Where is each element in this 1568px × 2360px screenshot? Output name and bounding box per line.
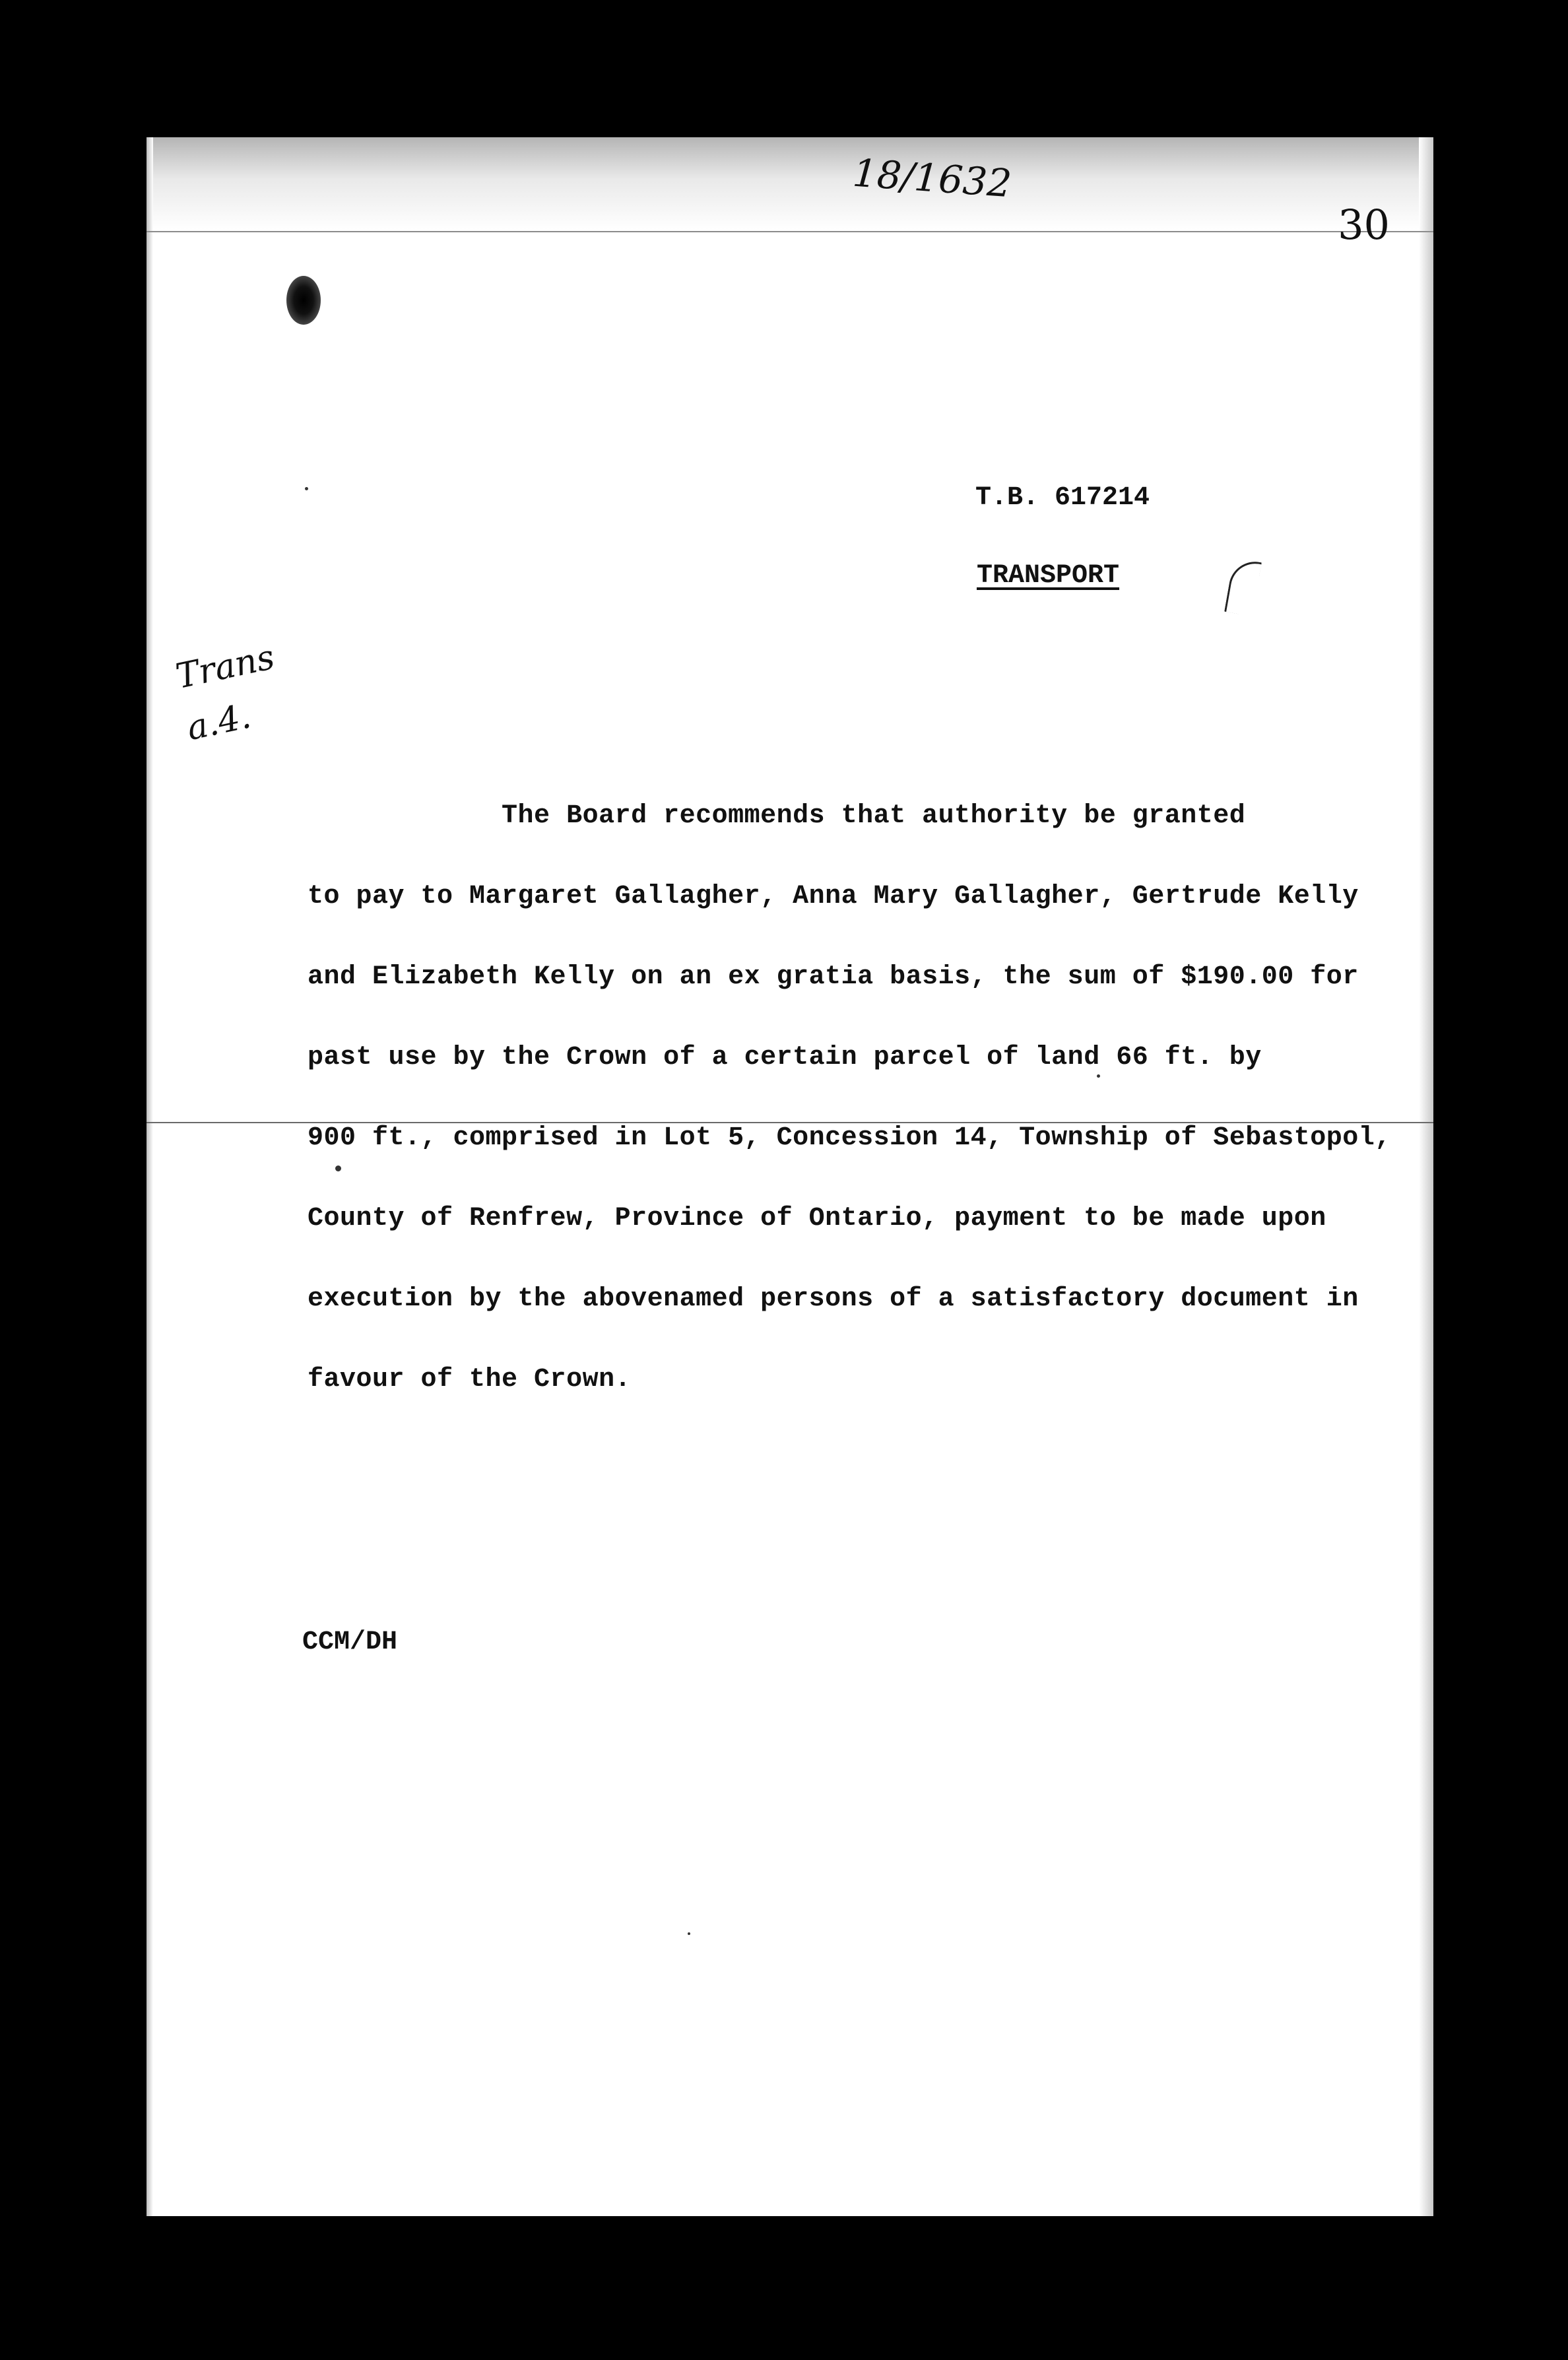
file-reference: 18/1632	[851, 150, 1014, 207]
body-line-3: and Elizabeth Kelly on an ex gratia basis, the sum of $190.00 for	[308, 962, 1359, 992]
punch-hole-icon	[286, 276, 321, 325]
document-heading: TRANSPORT	[977, 561, 1120, 591]
body-line-7: execution by the abovenamed persons of a satisfactory document in	[308, 1284, 1359, 1314]
body-line-8: favour of the Crown.	[308, 1365, 632, 1394]
body-line-4: past use by the Crown of a certain parcel of land 66 ft. by	[308, 1043, 1262, 1072]
body-line-6: County of Renfrew, Province of Ontario, payment to be made upon	[308, 1204, 1326, 1233]
ink-speck	[305, 487, 308, 490]
page-right-edge	[1419, 137, 1433, 2216]
margin-note-line-2: a.4.	[183, 696, 255, 749]
top-crease	[147, 231, 1433, 232]
typist-initials: CCM/DH	[302, 1627, 398, 1657]
body-line-5: 900 ft., comprised in Lot 5, Concession 14, Township of Sebastopol,	[308, 1123, 1391, 1153]
body-line-2: to pay to Margaret Gallagher, Anna Mary Gallagher, Gertrude Kelly	[308, 882, 1359, 911]
check-mark-icon	[1224, 558, 1262, 616]
document-page	[147, 137, 1433, 2216]
ink-speck	[1097, 1074, 1100, 1078]
ink-speck	[688, 1932, 690, 1935]
body-line-1: The Board recommends that authority be granted	[308, 801, 1246, 831]
page-number: 30	[1338, 201, 1390, 249]
margin-note-line-1: Trans	[172, 637, 278, 697]
tb-number: T.B. 617214	[975, 483, 1150, 513]
ink-speck	[335, 1165, 341, 1171]
page-left-edge	[147, 137, 153, 2216]
margin-note	[171, 628, 303, 755]
page-top-shadow	[147, 137, 1433, 230]
